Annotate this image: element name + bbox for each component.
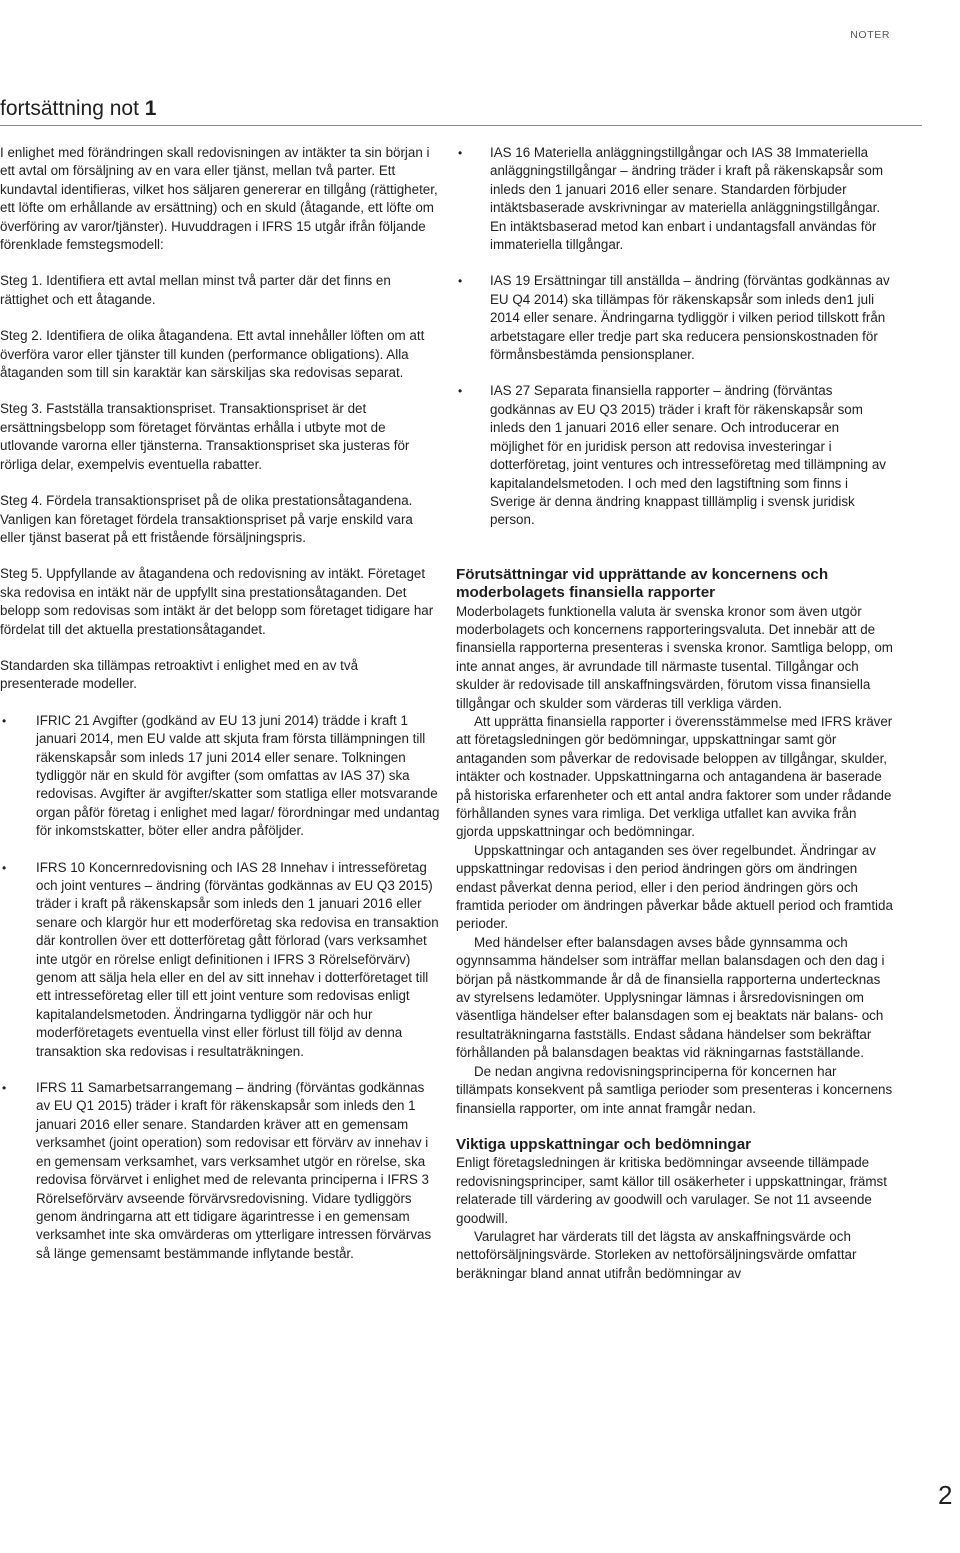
step-2: Steg 2. Identifiera de olika åtagandena. Ett avtal innehåller löften om att överföra varor eller tjänster till kunden (performance obligations). Alla åtaganden som till sin karaktär kan särskiljas ska redovisas separat. (0, 328, 425, 381)
note-title-prefix: fortsättning not (0, 97, 139, 120)
bullet-icon: • (2, 860, 7, 875)
list-item (0, 859, 440, 1061)
section1-paragraph: Uppskattningar och antaganden ses över regelbundet. Ändringar av uppskattningar redovisas i den period ändringen görs om ändringen endast påverkat denna period, eller i den period ändringen görs och framtida perioder om ändringen påverkar både aktuell period och framtida perioder. (456, 842, 893, 932)
section1-paragraph: Med händelser efter balansdagen avses både gynnsamma och ogynnsamma händelser som inträffar mellan balansdagen och den dag i början på nästkommande år då de finansiella rapporterna undertecknas av styrelsens ledamöter. Upplysningar lämnas i årsredovisningen om väsentliga händelser efter balansdagen som ej beaktats när balans- och resultaträkningarna fastställs. Endast sådana händelser som bekräftar förhållanden på balansdagen beaktas vid räkningarnas fastställande. (456, 934, 885, 1061)
right-bullet-list (456, 144, 894, 530)
title-divider (0, 125, 922, 126)
step-4: Steg 4. Fördela transaktionspriset på de olika prestationsåtagandena. Vanligen kan företaget fördela transaktionspriset på varje enskild vara eller tjänst baserat på ett fristående försäljningspris. (0, 493, 413, 545)
note-number: 1 (144, 97, 157, 120)
bullet-icon: • (2, 1081, 7, 1096)
section1-paragraph: Moderbolagets funktionella valuta är svenska kronor som även utgör moderbolagets och koncernens rapporteringsvaluta. Det innebär att de finansiella rapporterna presenteras i svenska kronor. Samtliga belopp, om inte annat anges, är avrundade till närmaste tusental. Tillgångar och skulder är redovisade till anskaffningsvärden, förutom vissa finansiella tillgångar och skulder som värderas till verkliga värden. (456, 603, 893, 711)
bullet-icon: • (458, 146, 463, 160)
list-item (0, 712, 440, 841)
list-item (456, 144, 894, 254)
bullet-icon: • (458, 384, 463, 399)
section1-paragraph: De nedan angivna redovisningsprinciperna för koncernen har tillämpats konsekvent på samtliga perioder som presenteras i koncernens finansiella rapporter, om inte annat framgår nedan. (456, 1063, 893, 1116)
bullet-icon: • (458, 274, 463, 289)
note-title (0, 96, 156, 122)
section2-paragraph: Enligt företagsledningen är kritiska bedömningar avseende tillämpade redovisningsprinciper, samt källor till osäkerheter i uppskattningar, främst relaterade till värdering av goodwill och varulager. Se not 11 avseende goodwill. (456, 1155, 887, 1226)
list-item (456, 382, 894, 529)
list-item (0, 1079, 440, 1263)
section2-paragraph: Varulagret har värderats till det lägsta av anskaffningsvärde och nettoförsäljningsvärde. Storleken av nettoförsäljningsvärde omfattar beräkningar bland annat utifrån bedömningar av (456, 1228, 857, 1281)
list-item-text: IAS 16 Materiella anläggningstillgångar och IAS 38 Immateriella anläggningstillgångar – ändring träder i kraft på räkenskapsår som inleds den 1 januari 2016 eller senare. Standarden förbjuder intäktsbaserade avskrivningar av materiella anläggningstillgångar. En intäktsbaserad metod kan enbart i undantagsfall användas för immateriella tillgångar. (490, 145, 884, 253)
left-bullet-list (0, 712, 440, 1263)
list-item-text: IFRIC 21 Avgifter (godkänd av EU 13 juni 2014) trädde i kraft 1 januari 2014, men EU valde att skjuta fram första tillämpningen till räkenskapsår som inleds 17 juni 2014 eller senare. Tolkningen tydliggör när en skuld för avgifter (som omfattas av IAS 37) ska redovisas. Avgifter är avgifter/skatter som statliga eller motsvarande organ påför företag i enlighet med lagar/ förordningar med undantag för inkomstskatter, böter eller andra påföljder. (36, 712, 440, 839)
retroactive-paragraph: Standarden ska tillämpas retroaktivt i enlighet med en av två presenterade modeller. (0, 657, 359, 692)
list-item-text: IAS 19 Ersättningar till anställda – ändring (förväntas godkännas av EU Q4 2014) ska tillämpas för räkenskapsår som inleds den1 juli 2014 eller senare. Ändringarna tydliggör i vilken period tillskott från arbetstagare eller tredje part ska reducera pensionskostnaden för förmånsbestämda pensionsplaner. (490, 273, 890, 363)
intro-paragraph: I enlighet med förändringen skall redovisningen av intäkter ta sin början i ett avtal om försäljning av en vara eller tjänst, mellan två parter. Ett kundavtal identifieras, vilket hos säljaren genererar en tillgång (rättigheter, ett löfte om erhållande av ersättning) och en skuld (åtagande, ett löfte om överföring av varor/tjänster). Huvuddragen i IFRS 15 utgår ifrån följande förenklade femstegsmodell: (0, 145, 438, 253)
step-3: Steg 3. Fastställa transaktionspriset. Transaktionspriset är det ersättningsbelopp som företaget förväntas erhålla i utbyte mot de utlovande varorna eller tjänsterna. Transaktionspriset ska justeras för rörliga delar, exempelvis eventuella rabatter. (0, 401, 410, 472)
list-item-text: IFRS 10 Koncernredovisning och IAS 28 Innehav i intresseföretag och joint ventures – ändring (förväntas godkännas av EU Q3 2015) träder i kraft på räkenskapsår som inleds den 1 januari 2016 eller senare och klargör hur ett moderföretag ska redovisa en transaktion där kontrollen över ett dotterföretag gått förlorad (vars verksamhet inte utgör en rörelse enligt definitionen i IFRS 3 Rörelseförvärv) genom att sälja hela eller en del av sitt innehav i dotterföretaget till ett intresseföretag eller till ett joint venture som redovisas enligt kapitalandelsmetoden. Ändringarna tydliggör när och hur moderföretagets eventuella vinst eller förlust till följd av denna transaktion ska redovisas i resultaträkningen. (36, 859, 439, 1059)
bullet-icon: • (2, 713, 7, 728)
right-column (456, 144, 894, 1283)
section-heading-prerequisites: Förutsättningar vid upprättande av koncernens och moderbolagets finansiella rapporter (456, 565, 829, 602)
list-item (456, 272, 894, 364)
section1-paragraph: Att upprätta finansiella rapporter i överensstämmelse med IFRS kräver att företagsledningen gör bedömningar, uppskattningar samt gör antaganden som påverkar de redovisade beloppen av tillgångar, skulder, intäkter och kostnader. Uppskattningarna och antagandena är baserade på historiska erfarenheter och ett antal andra faktorer som under rådande förhållanden synes vara rimliga. Det verkliga utfallet kan avvika från gjorda uppskattningar och bedömningar. (456, 713, 893, 840)
section-heading-estimates: Viktiga uppskattningar och bedömningar (456, 1135, 752, 1153)
page-number: 2 (938, 1480, 953, 1510)
step-1: Steg 1. Identifiera ett avtal mellan minst två parter där det finns en rättighet och ett åtagande. (0, 273, 391, 307)
section-label: NOTER (850, 29, 890, 41)
list-item-text: IFRS 11 Samarbetsarrangemang – ändring (förväntas godkännas av EU Q1 2015) träder i kraft för räkenskapsår som inleds den 1 januari 2016 eller senare. Standarden kräver att en gemensam verksamhet (joint operation) som redovisar ett förvärv av innehav i en gemensam verksamhet, vars verksamhet utgör en rörelse, ska redovisa förvärvet i enlighet med de relevanta principerna i IFRS 3 Rörelseförvärv avseende förvärvsredovisning. Vidare tydliggörs genom ändringarna att ett tidigare ägarintresse i en gemensam verksamhet inte ska omvärderas om ytterligare intressen förvärvas så länge gemensamt bestämmande inflytande består. (36, 1080, 432, 1261)
left-column (0, 144, 440, 1263)
step-5: Steg 5. Uppfyllande av åtagandena och redovisning av intäkt. Företaget ska redovisa en intäkt när de uppfyllt sina prestationsåtaganden. Det belopp som redovisas som intäkt är det belopp som företaget tidigare har fördelat till det aktuella prestationsåtagandet. (0, 566, 434, 637)
list-item-text: IAS 27 Separata finansiella rapporter – ändring (förväntas godkännas av EU Q3 2015) träder i kraft för räkenskapsår som inleds den 1 januari 2016 eller senare. Och introducerar en möjlighet för en juridisk person att redovisa investeringar i dotterföretag, joint ventures och intresseföretag med tillämpning av kapitalandelsmetoden. I och med den lagstiftning som finns i Sverige är denna ändring knappast tilllämplig i svensk juridisk person. (490, 383, 886, 528)
